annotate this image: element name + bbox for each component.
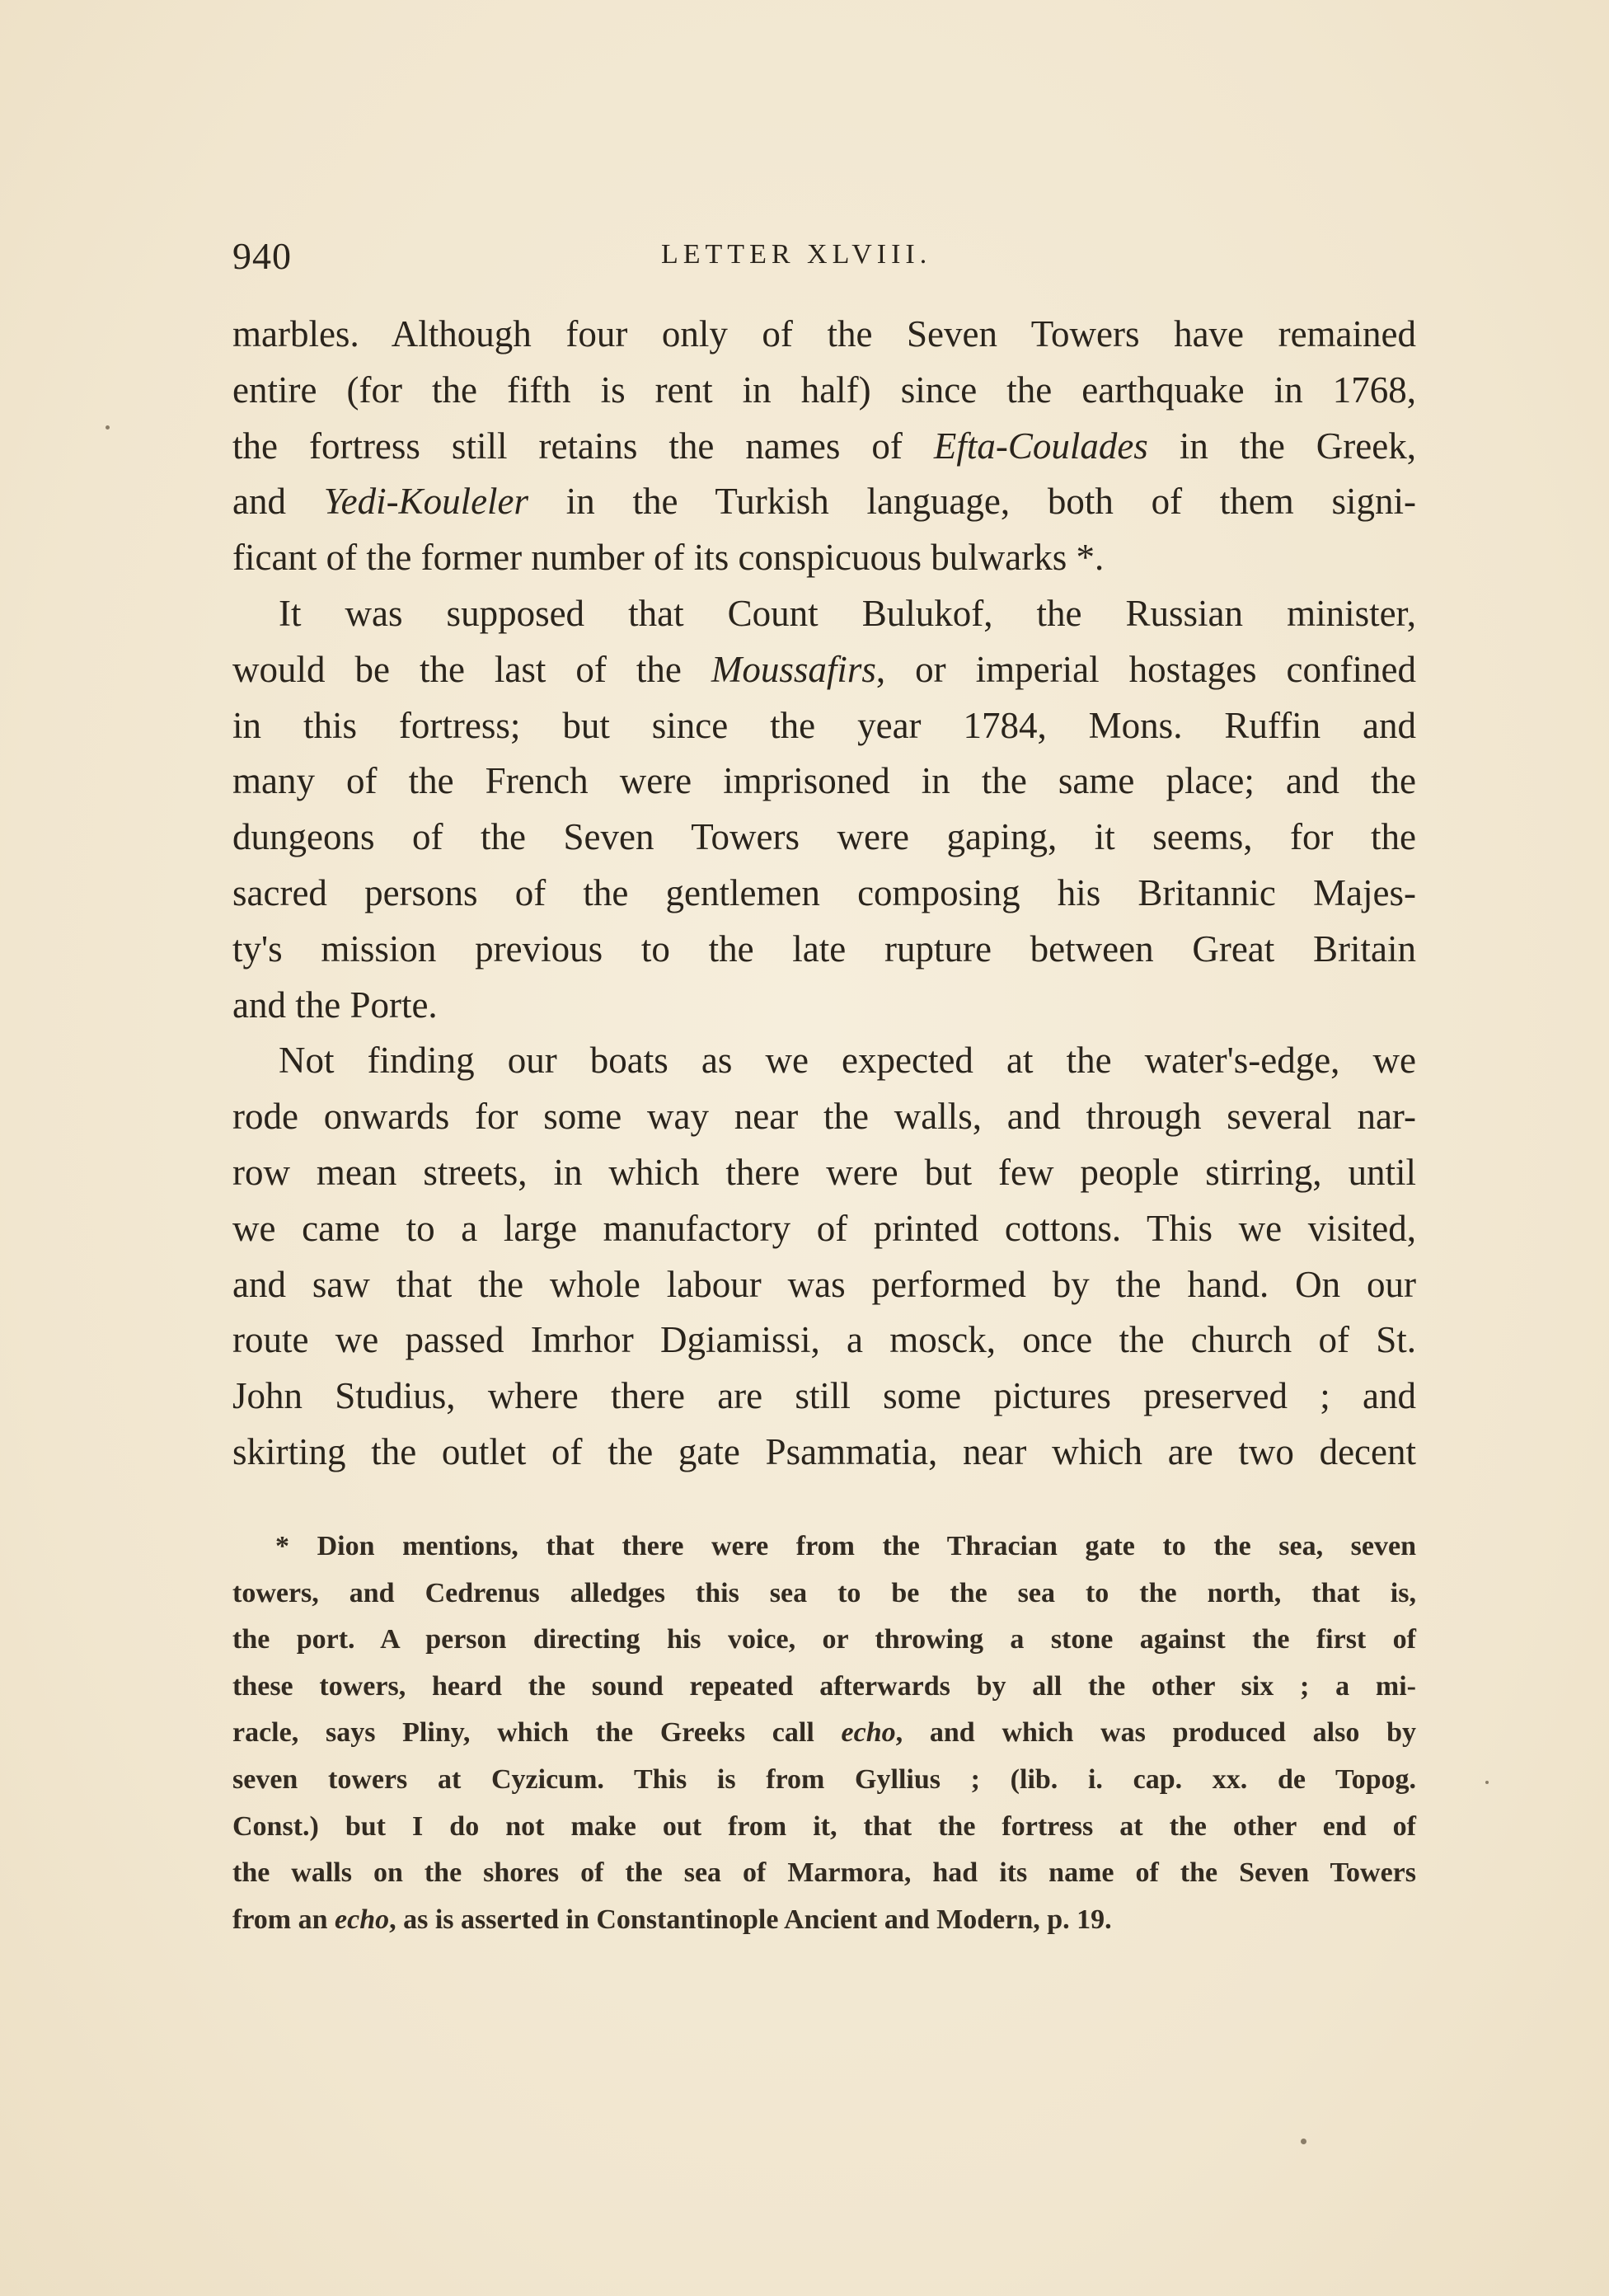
text-line: we came to a large manufactory of printed cottons. This we visited,: [232, 1207, 1416, 1249]
text-line: and Yedi-Kouleler in the Turkish language, both of them signi-: [232, 481, 1416, 523]
text-line: and saw that the whole labour was performed by the hand. On our: [232, 1263, 1416, 1305]
footnote-line: seven towers at Cyzicum. This is from Gyllius ; (lib. i. cap. xx. de Topog.: [232, 1763, 1416, 1795]
footnote: [232, 1524, 1416, 1943]
text-line: skirting the outlet of the gate Psammatia, near which are two decent: [232, 1430, 1416, 1472]
footnote-line: the port. A person directing his voice, or throwing a stone against the first of: [232, 1624, 1416, 1655]
footnote-line: racle, says Pliny, which the Greeks call echo, and which was produced also by: [232, 1717, 1416, 1749]
text-line: ficant of the former number of its conspicuous bulwarks *.: [232, 537, 1105, 579]
text-line: many of the French were imprisoned in the same place; and the: [232, 760, 1416, 802]
footnote-line: towers, and Cedrenus alledges this sea to be the sea to the north, that is,: [232, 1577, 1416, 1608]
text-line: sacred persons of the gentlemen composing his Britannic Majes-: [232, 871, 1416, 913]
text-line: would be the last of the Moussafirs, or imperial hostages confined: [232, 648, 1416, 690]
main-text: [232, 307, 1416, 1481]
text-line: marbles. Although four only of the Seven Towers have remained: [232, 313, 1416, 354]
text-line: row mean streets, in which there were but few people stirring, until: [232, 1151, 1416, 1193]
text-line: entire (for the fifth is rent in half) since the earthquake in 1768,: [232, 369, 1416, 411]
text-line: in this fortress; but since the year 1784, Mons. Ruffin and: [232, 704, 1416, 746]
text-line: rode onwards for some way near the walls, and through several nar-: [232, 1096, 1416, 1138]
page-number: 940: [232, 235, 292, 277]
text-line: and the Porte.: [232, 984, 438, 1026]
text-line: John Studius, where there are still some pictures preserved ; and: [232, 1375, 1416, 1417]
text-line: the fortress still retains the names of Efta-Coulades in the Greek,: [232, 425, 1416, 467]
footnote-line: * Dion mentions, that there were from the Thracian gate to the sea, seven: [275, 1531, 1416, 1561]
paper-speck: [1485, 1781, 1489, 1784]
text-line: route we passed Imrhor Dgiamissi, a mosck, once the church of St.: [232, 1319, 1416, 1361]
text-line: dungeons of the Seven Towers were gaping, it seems, for the: [232, 816, 1416, 858]
text-line: It was supposed that Count Bulukof, the Russian minister,: [279, 592, 1416, 634]
footnote-line: from an echo, as is asserted in Constantinople Ancient and Modern, p. 19.: [232, 1904, 1112, 1935]
footnote-line: the walls on the shores of the sea of Marmora, had its name of the Seven Towers: [232, 1857, 1416, 1889]
paper-speck: [106, 425, 110, 430]
footnote-line: these towers, heard the sound repeated afterwards by all the other six ; a mi-: [232, 1670, 1416, 1702]
text-line: ty's mission previous to the late rupture between Great Britain: [232, 927, 1416, 970]
paper-speck: [1301, 2139, 1306, 2144]
text-line: Not finding our boats as we expected at the water's-edge, we: [279, 1040, 1416, 1082]
page-header: [232, 234, 1416, 284]
running-head: LETTER XLVIII.: [661, 239, 932, 270]
footnote-line: Const.) but I do not make out from it, that the fortress at the other end of: [232, 1810, 1416, 1842]
